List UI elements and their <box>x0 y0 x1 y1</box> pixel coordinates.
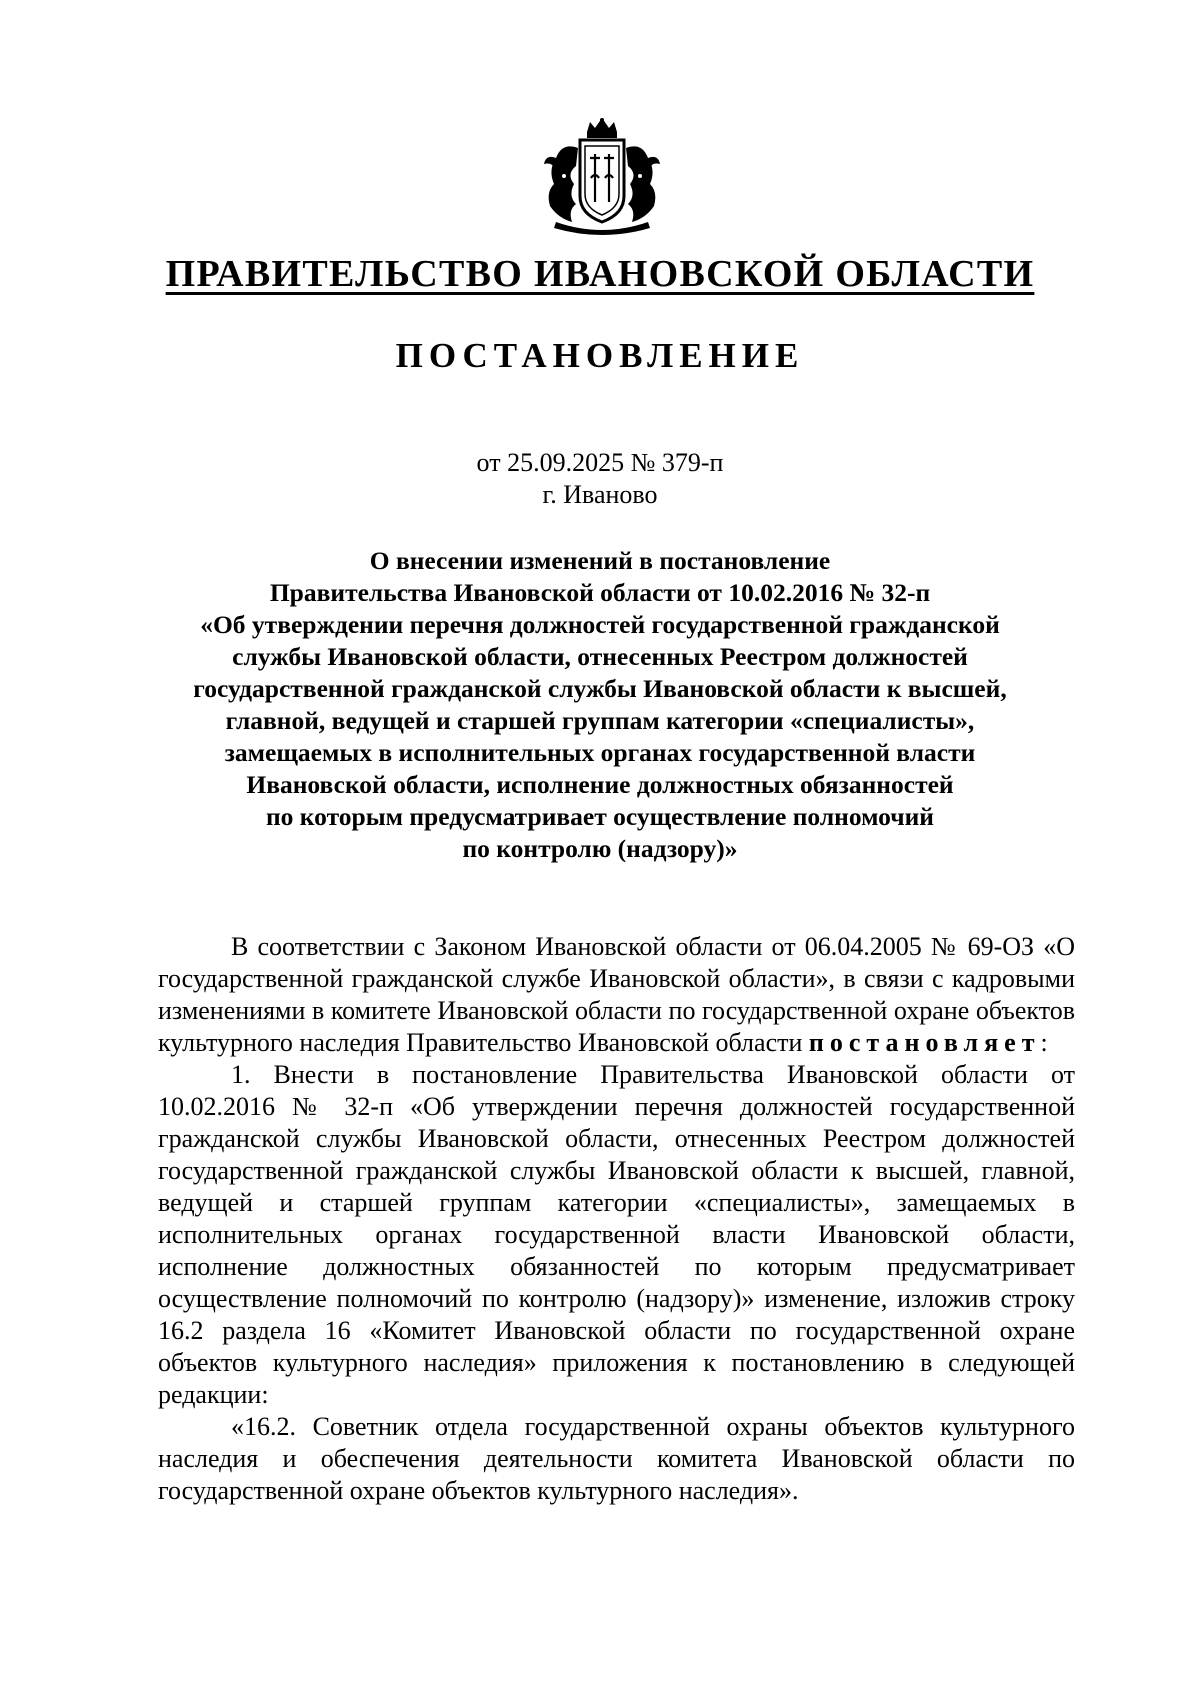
document-date-number: от 25.09.2025 № 379-п <box>476 448 724 477</box>
organization-title <box>0 252 1200 296</box>
item-paragraph: 1. Внести в постановление Правительства Ивановской области от 10.02.2016 № 32-п «Об утверждении перечня должностей государственной гражданской службы Ивановской области, отнесенных Реестром должностей государственной гражданской службы Ивановской области к высшей, главной, ведущей и старшей группам категории «специалисты», замещаемых в исполнительных органах государственной власти Ивановской области, исполнение должностных обязанностей по которым предусматривает осуществление полномочий по контролю (надзору)» изменение, изложив строку 16.2 раздела 16 «Комитет Ивановской области по государственной охране объектов культурного наследия» приложения к постановлению в следующей редакции: <box>158 1060 1075 1409</box>
subject-line: Ивановской области, исполнение должностных обязанностей <box>246 770 954 799</box>
subject-line: «Об утверждении перечня должностей государственной гражданской <box>200 610 1000 639</box>
preamble-paragraph <box>158 931 1075 1059</box>
operative-colon: : <box>1040 1028 1048 1057</box>
operative-word: постановляет <box>808 1028 1041 1057</box>
document-city: г. Иваново <box>542 480 658 509</box>
document-body <box>158 931 1075 1507</box>
subject-line: О внесении изменений в постановление <box>369 546 831 575</box>
subject-line: по контролю (надзору)» <box>462 834 738 863</box>
preamble-text: В соответствии с Законом Ивановской области от 06.04.2005 № 69-ОЗ «О государственной гражданской службе Ивановской области», в связи с кадровыми изменениями в комитете Ивановской области по государственной охране объектов культурного наследия Правительство Ивановской области <box>158 932 1075 1057</box>
subject-line: замещаемых в исполнительных органах государственной власти <box>224 738 976 767</box>
document-subject <box>120 545 1080 865</box>
subject-line: государственной гражданской службы Ивановской области к высшей, <box>193 674 1007 703</box>
organization-name: ПРАВИТЕЛЬСТВО ИВАНОВСКОЙ ОБЛАСТИ <box>165 253 1035 295</box>
document-meta <box>0 447 1200 511</box>
subject-line: службы Ивановской области, отнесенных Реестром должностей <box>232 642 968 671</box>
subject-line: главной, ведущей и старшей группам категории «специалисты», <box>225 706 975 735</box>
subject-line: по которым предусматривает осуществление полномочий <box>265 802 935 831</box>
quoted-amendment: «16.2. Советник отдела государственной охраны объектов культурного наследия и обеспечения деятельности комитета Ивановской области по государственной охране объектов культурного наследия». <box>158 1412 1075 1505</box>
document-type: ПОСТАНОВЛЕНИЕ <box>395 336 805 375</box>
subject-line: Правительства Ивановской области от 10.02.2016 № 32-п <box>269 578 931 607</box>
coat-of-arms-icon <box>538 118 666 236</box>
